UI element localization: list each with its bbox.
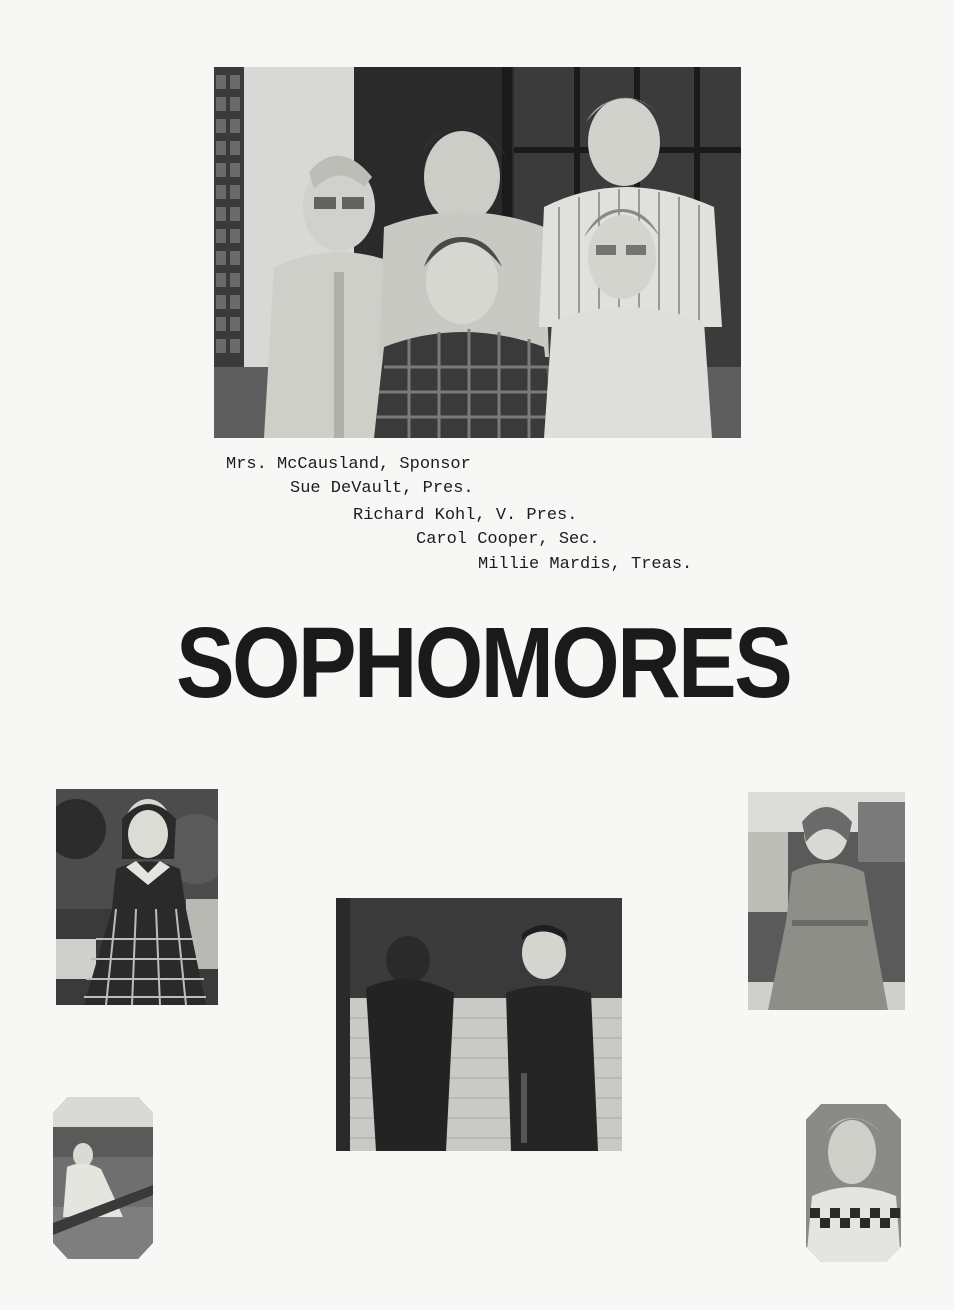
- caption-president: Sue DeVault, Pres.: [290, 479, 474, 498]
- caption-sponsor: Mrs. McCausland, Sponsor: [226, 455, 471, 474]
- caption-treasurer: Millie Mardis, Treas.: [478, 555, 693, 574]
- photo-girl-seesaw: [53, 1097, 153, 1259]
- caption-vice-president: Richard Kohl, V. Pres.: [353, 506, 578, 525]
- officers-group-photo: [214, 67, 741, 438]
- photo-girl-dress: [748, 792, 905, 1010]
- caption-secretary: Carol Cooper, Sec.: [416, 530, 600, 549]
- photo-two-boys: [336, 898, 622, 1151]
- section-title: SOPHOMORES: [176, 607, 791, 719]
- photo-girl-plaid-dress: [56, 789, 218, 1005]
- photo-boy-sweater: [806, 1104, 901, 1262]
